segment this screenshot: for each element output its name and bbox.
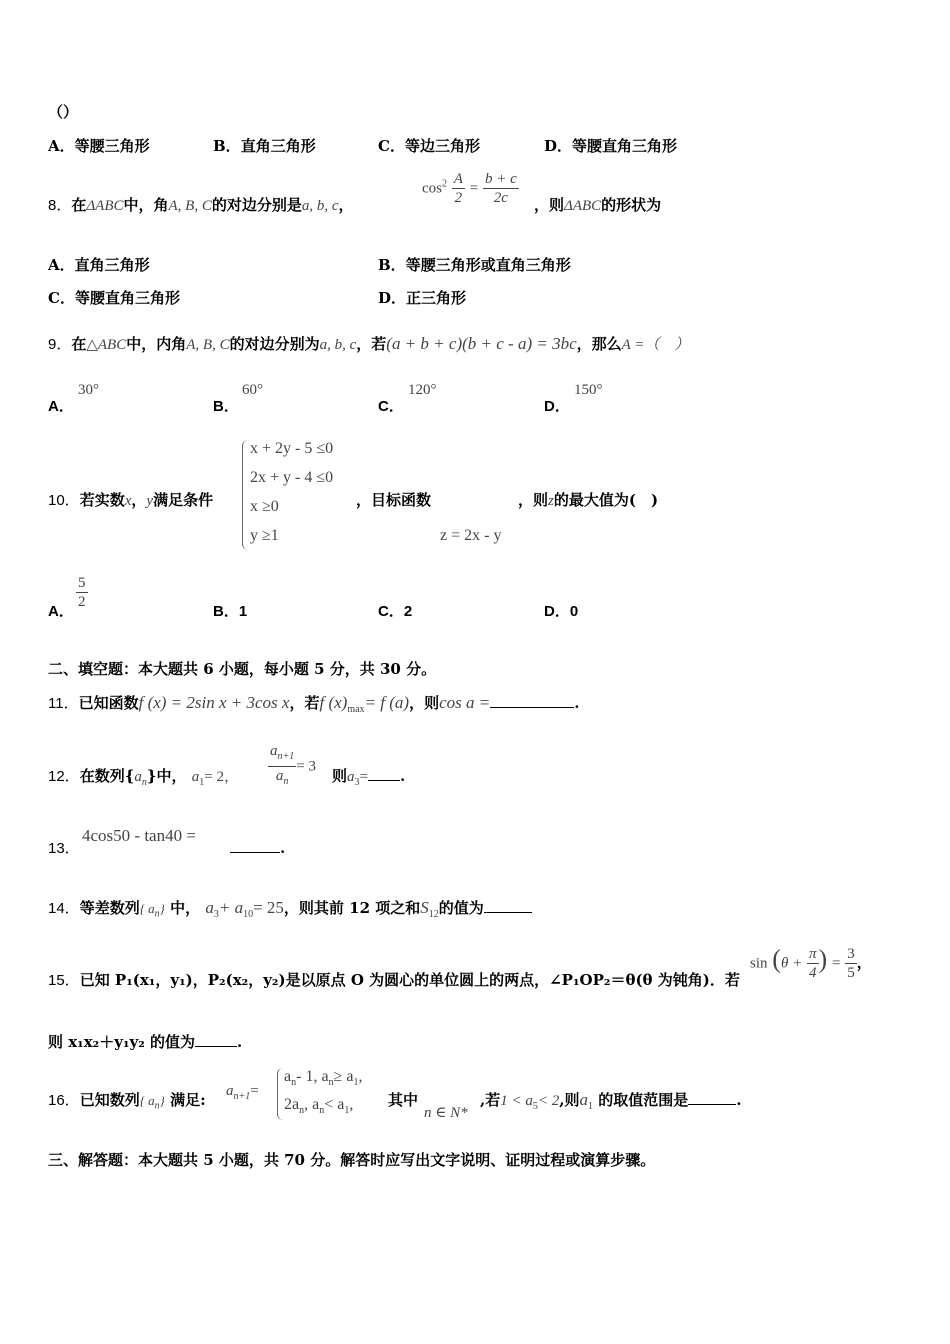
q16-answer-blank[interactable] [688, 1090, 736, 1105]
q8-option-c: C．等腰直角三角形 [48, 289, 180, 307]
q7-option-c: C．等边三角形 [378, 137, 480, 155]
q10-option-d: D．0 [544, 603, 579, 620]
q9-stem: 9．在△ABC中，内角A, B, C的对边分别为a, b, c，若(a + b + c)(b + c - a) = 3bc，那么A =（ ） [48, 334, 690, 353]
q15-line-2: 则 x₁x₂＋y₁y₂ 的值为 . [48, 1033, 243, 1051]
q11: 11．已知函数f (x) = 2sin x + 3cos x，若f $(x)_{max}= f$ (a)，则cos a = . [48, 693, 580, 715]
q16-lhs: $a_{n+1}=$ [226, 1083, 259, 1102]
q9-option-c-letter: C． [378, 398, 404, 415]
q9-option-d-value: 150° [574, 382, 603, 398]
q7-paren: （） [48, 103, 79, 121]
q9-option-a-letter: A． [48, 398, 74, 415]
q16-case-brace [277, 1068, 283, 1120]
q9-option-c-value: 120° [408, 382, 437, 398]
q10-objective-label: ，目标函数 [356, 491, 432, 509]
q8-formula: $\cos^2$ $\frac{A}{2}$ = $\frac{b + c}{2c}$ [422, 171, 517, 206]
q16-domain: n ∈ N* [424, 1105, 468, 1121]
q16-where: 其中 [388, 1091, 419, 1109]
q10-option-a-value: $\frac{5}{2}$ [78, 575, 86, 610]
q8-option-a: A．直角三角形 [48, 256, 150, 274]
q10-option-b: B．1 [213, 603, 248, 620]
q10-constraint-4: y ≥1 [250, 527, 279, 544]
q12-ratio: $\frac{a_{n+1}}{a_n}$ = 3 [270, 743, 316, 787]
q13-answer-blank[interactable] [230, 838, 280, 853]
q13-answer: . [230, 838, 285, 858]
q16-condition: ,若$1 < a_5< 2$,则$a_1$ 的取值范围是 . [480, 1090, 742, 1112]
q10-objective: z = 2x - y [440, 527, 502, 544]
q12-answer-blank[interactable] [368, 766, 400, 781]
q8-option-d: D．正三角形 [378, 289, 467, 307]
q10-stem: 10．若实数x，y满足条件 [48, 491, 214, 509]
q10-system-brace [242, 440, 249, 550]
section-3-heading: 三、解答题：本大题共 5 小题，共 70 分。解答时应写出文字说明、证明过程或演算步骤。 [48, 1151, 656, 1169]
q10-constraint-1: x + 2y - 5 ≤0 [250, 440, 334, 457]
q13-num: 13． [48, 840, 80, 857]
q13-expr: 4cos50 - tan40 = [82, 826, 196, 845]
q7-option-b: B．直角三角形 [213, 137, 316, 155]
q16-case-2: $2a_n$, $a_n< a_1$, [284, 1096, 354, 1117]
q16-stem: 16．已知数列{ $a_n$} 满足: [48, 1091, 206, 1112]
q10-stem-end: ，则z的最大值为( ) [518, 491, 659, 509]
q16-case-1: $a_n-$ 1, $a_n\ge a_1$, [284, 1068, 363, 1089]
q8-stem-end: ，则ΔABC的形状为 [534, 196, 662, 214]
q14: 14．等差数列{ $a_n$} 中， $a_3+ a_{10}= 25$，则其前 12 项之和$S_{12}$的值为 [48, 898, 532, 925]
q9-option-b-value: 60° [242, 382, 263, 398]
q10-constraint-3: x ≥0 [250, 498, 279, 515]
q10-option-a-letter: A． [48, 603, 74, 620]
q15-answer-blank[interactable] [195, 1032, 237, 1047]
q9-option-b-letter: B． [213, 398, 239, 415]
q15-formula: sin (θ + $\frac{\pi}{4}$ ) = $\frac{3}{5}$ ， [750, 944, 872, 981]
q8-option-b: B．等腰三角形或直角三角形 [378, 256, 571, 274]
q7-option-d: D．等腰直角三角形 [544, 137, 678, 155]
section-2-heading: 二、填空题：本大题共 6 小题，每小题 5 分，共 30 分。 [48, 660, 437, 678]
q10-option-c: C．2 [378, 603, 413, 620]
q12-question: 则$a_3=$ . [332, 767, 406, 788]
q9-option-a-value: 30° [78, 382, 99, 398]
q10-constraint-2: 2x + y - 4 ≤0 [250, 469, 334, 486]
q7-option-a: A．等腰三角形 [48, 137, 150, 155]
q9-option-d-letter: D． [544, 398, 570, 415]
q15-line-1: 15．已知 P₁(x₁，y₁)，P₂(x₂，y₂)是以原点 O 为圆心的单位圆上的两点，∠P₁OP₂＝θ(θ 为钝角)．若 [48, 971, 740, 989]
q11-answer-blank[interactable] [490, 693, 574, 708]
q14-answer-blank[interactable] [484, 898, 532, 913]
q8-stem: 8．在ΔABC中，角A, B, C的对边分别是a, b, c， [48, 196, 354, 214]
q12: 12．在数列$\{a_n\}$中， $a_1= 2$， [48, 767, 239, 788]
